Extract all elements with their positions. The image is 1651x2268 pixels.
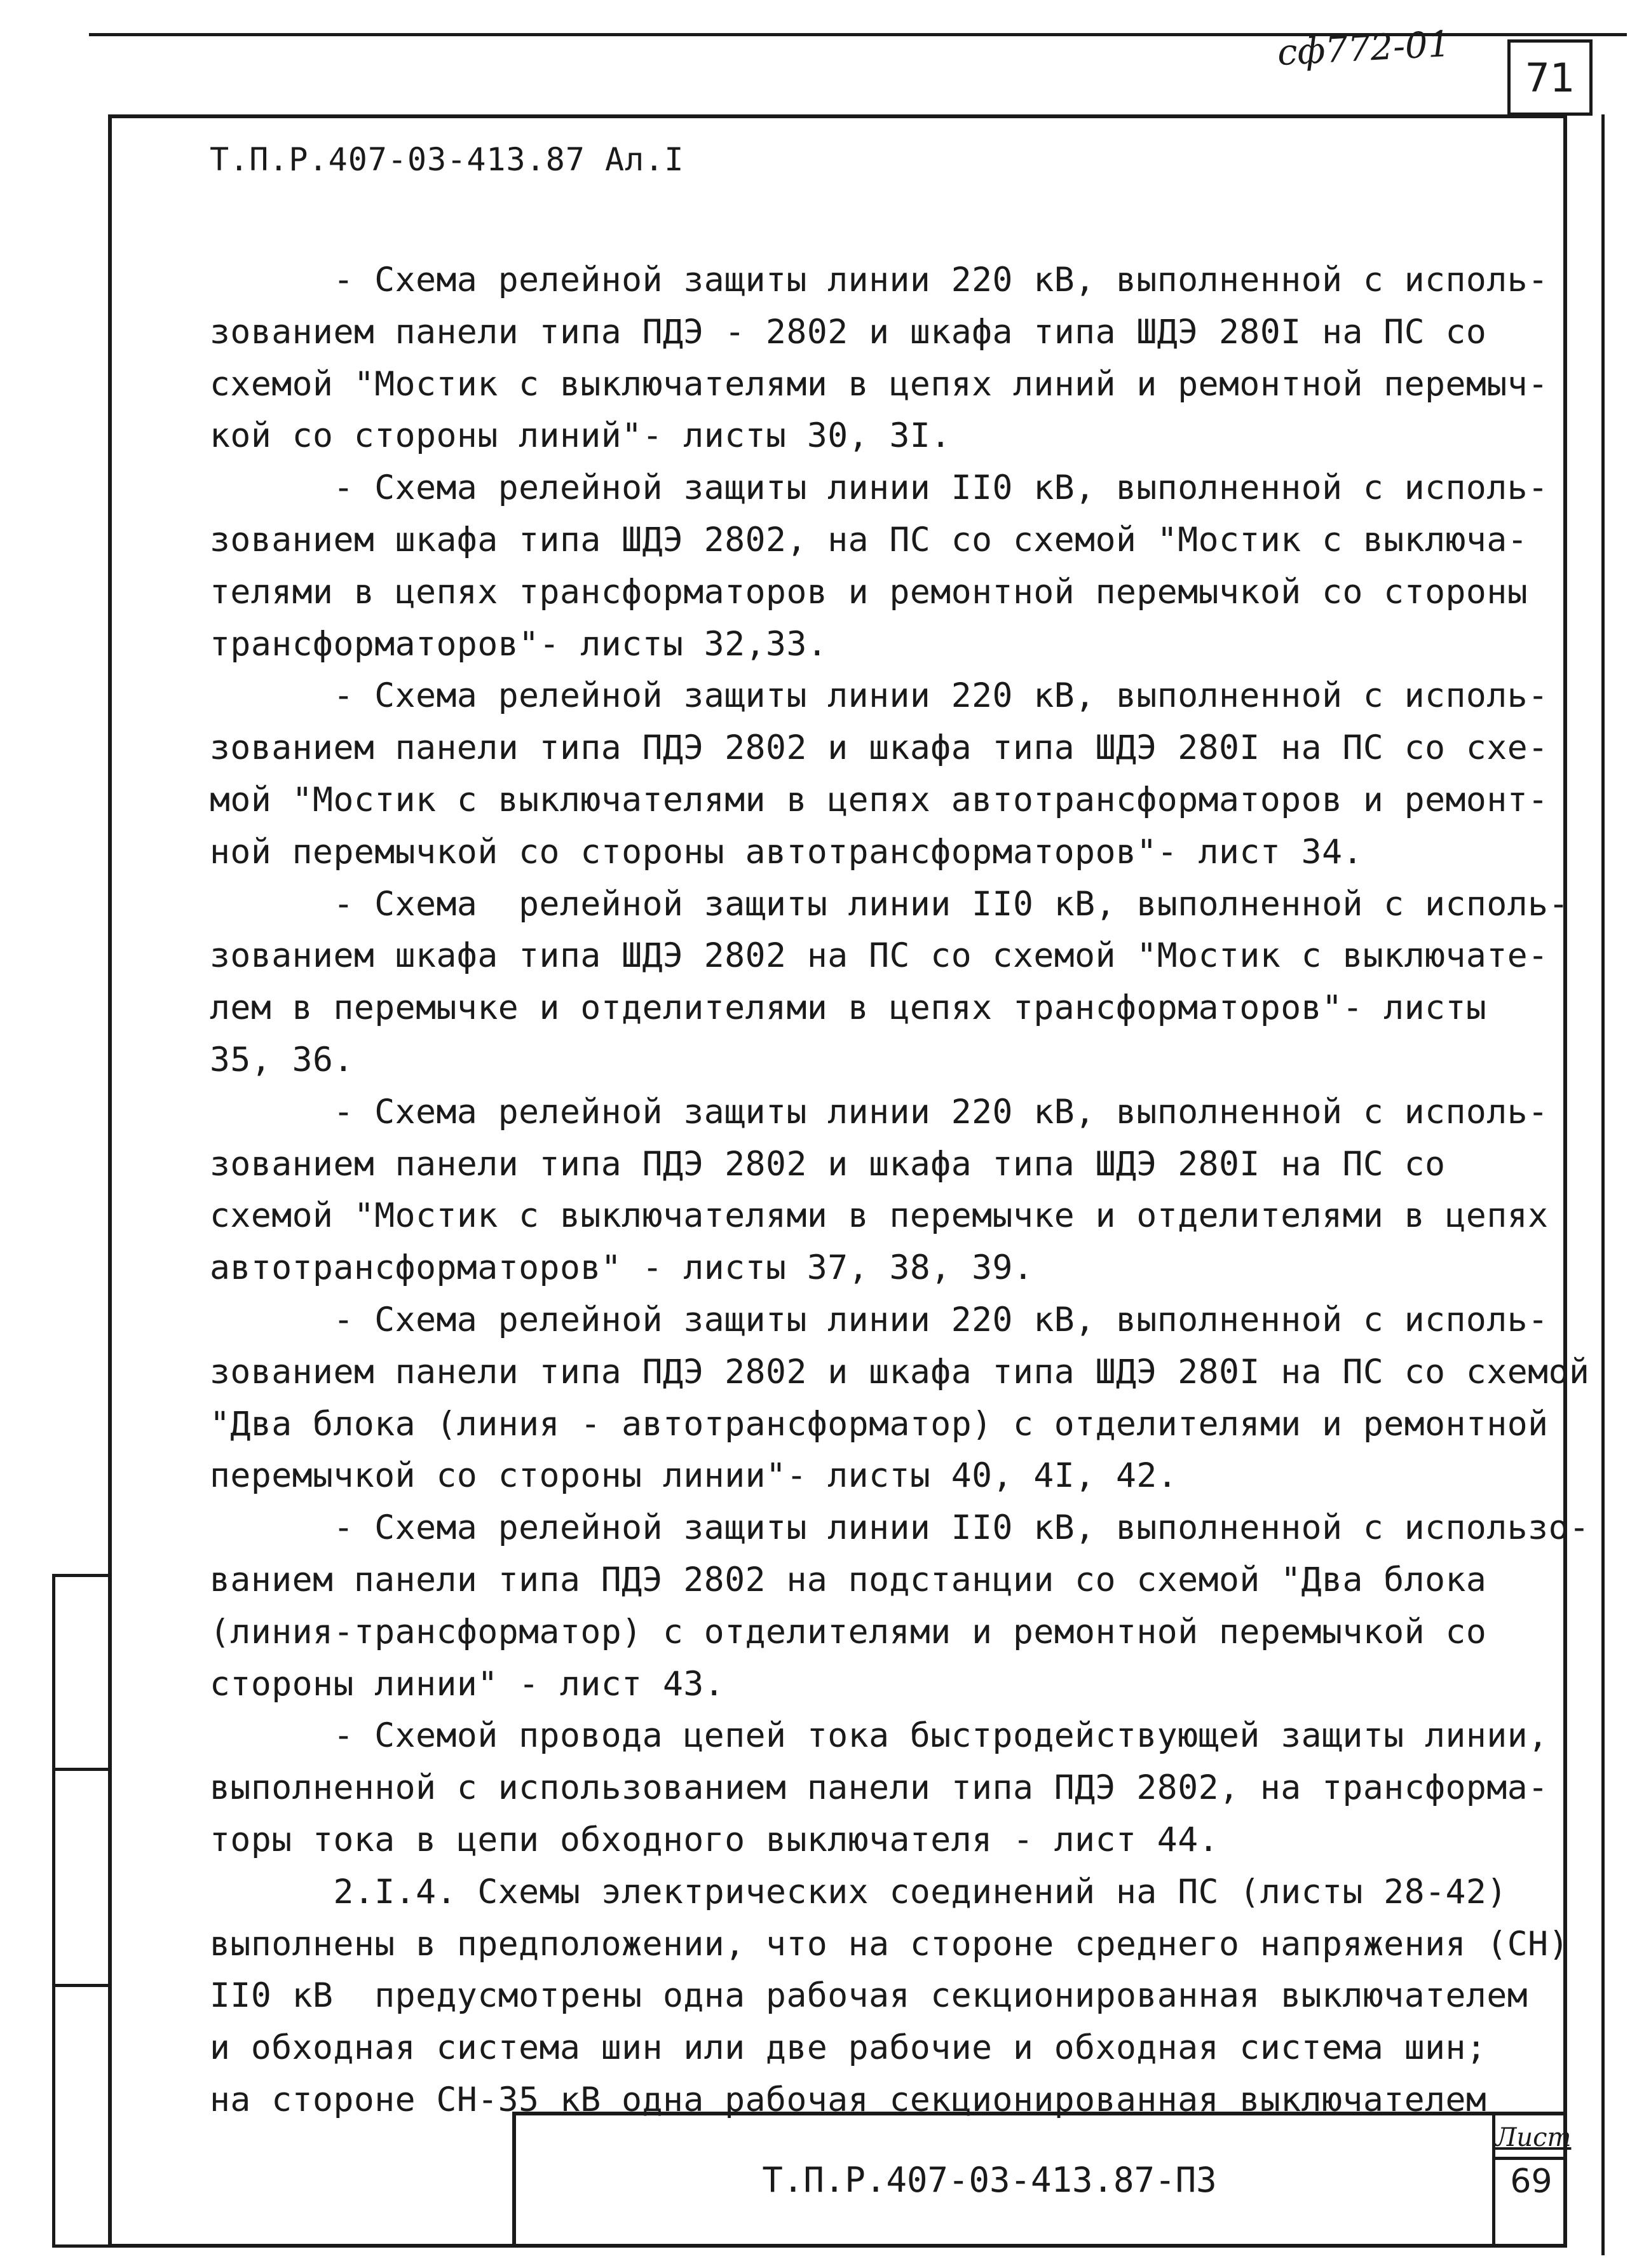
handwritten-inventory-code: сф772-01	[1276, 23, 1451, 74]
text-line: торы тока в цепи обходного выключателя - лист 44.	[210, 1820, 1220, 1859]
binding-strip	[52, 1574, 112, 2248]
document-body	[210, 254, 1590, 2126]
text-line: и обходная система шин или две рабочие и обходная система шин;	[210, 2028, 1487, 2068]
text-line: выполнены в предположении, что на стороне среднего напряжения (СН)	[210, 1924, 1569, 1964]
text-line: выполненной с использованием панели типа ПДЭ 2802, на трансформа-	[210, 1768, 1549, 1808]
text-line: зованием шкафа типа ШДЭ 2802, на ПС со схемой "Мостик с выключа-	[210, 520, 1528, 559]
text-line: зованием шкафа типа ШДЭ 2802 на ПС со схемой "Мостик с выключате-	[210, 936, 1549, 976]
stamp-sheet-number: 69	[1510, 2162, 1552, 2201]
text-line: автотрансформаторов" - листы 37, 38, 39.	[210, 1248, 1034, 1288]
text-line: "Два блока (линия - автотрансформатор) с отделителями и ремонтной	[210, 1404, 1549, 1444]
text-line: мой "Мостик с выключателями в цепях автотрансформаторов и ремонт-	[210, 780, 1549, 819]
text-line: зованием панели типа ПДЭ - 2802 и шкафа типа ШДЭ 280I на ПС со	[210, 312, 1487, 352]
text-line: - Схема релейной защиты линии 220 кВ, выполненной с исполь-	[210, 1092, 1549, 1131]
stamp-sheet-label: Лист	[1495, 2115, 1567, 2160]
binding-strip-divider	[55, 1984, 112, 1987]
text-line: зованием панели типа ПДЭ 2802 и шкафа типа ШДЭ 280I на ПС со	[210, 1144, 1446, 1184]
page-number-box	[1507, 39, 1593, 116]
text-line: II0 кВ предусмотрены одна рабочая секционированная выключателем	[210, 1976, 1528, 2016]
text-line: перемычкой со стороны линии"- листы 40, 4I, 42.	[210, 1456, 1178, 1496]
text-line: телями в цепях трансформаторов и ремонтной перемычкой со стороны	[210, 572, 1528, 611]
text-line: 2.I.4. Схемы электрических соединений на ПС (листы 28-42)	[210, 1872, 1507, 1911]
text-line: - Схемой провода цепей тока быстродействующей защиты линии,	[210, 1716, 1549, 1756]
text-line: (линия-трансформатор) с отделителями и ремонтной перемычкой со	[210, 1612, 1487, 1651]
text-line: лем в перемычке и отделителями в цепях трансформаторов"- листы	[210, 988, 1487, 1028]
title-block-stamp	[512, 2112, 1572, 2248]
text-line: ной перемычкой со стороны автотрансформаторов"- лист 34.	[210, 832, 1363, 871]
text-line: схемой "Мостик с выключателями в перемычке и отделителями в цепях	[210, 1196, 1549, 1236]
text-line: - Схема релейной защиты линии II0 кВ, выполненной с исполь-	[210, 468, 1549, 508]
text-line: схемой "Мостик с выключателями в цепях линий и ремонтной перемыч-	[210, 364, 1549, 404]
frame-outer-right-rule	[1601, 114, 1605, 2255]
text-line: на стороне СН-35 кВ одна рабочая секционированная выключателем	[210, 2080, 1487, 2119]
page-number: 71	[1525, 54, 1575, 101]
text-line: кой со стороны линий"- листы 30, 3I.	[210, 416, 951, 456]
document-header-code: Т.П.Р.407-03-413.87 Ал.I	[210, 141, 684, 178]
text-line: зованием панели типа ПДЭ 2802 и шкафа типа ШДЭ 280I на ПС со схе-	[210, 728, 1549, 768]
text-line: - Схема релейной защиты линии II0 кВ, выполненной с использо-	[210, 1508, 1590, 1548]
text-line: - Схема релейной защиты линии II0 кВ, выполненной с исполь-	[210, 884, 1569, 924]
text-line: - Схема релейной защиты линии 220 кВ, выполненной с исполь-	[210, 261, 1549, 299]
text-line: - Схема релейной защиты линии 220 кВ, выполненной с исполь-	[210, 676, 1549, 716]
text-line: 35, 36.	[210, 1040, 354, 1079]
binding-strip-divider	[55, 1768, 112, 1771]
text-line: - Схема релейной защиты линии 220 кВ, выполненной с исполь-	[210, 1300, 1549, 1339]
text-line: стороны линии" - лист 43.	[210, 1664, 725, 1704]
stamp-sheet-box	[1492, 2115, 1572, 2248]
text-line: зованием панели типа ПДЭ 2802 и шкафа типа ШДЭ 280I на ПС со схемой	[210, 1352, 1590, 1391]
text-line: трансформаторов"- листы 32,33.	[210, 624, 828, 664]
stamp-document-code: Т.П.Р.407-03-413.87-ПЗ	[762, 2160, 1217, 2200]
text-line: ванием панели типа ПДЭ 2802 на подстанции со схемой "Два блока	[210, 1560, 1487, 1599]
